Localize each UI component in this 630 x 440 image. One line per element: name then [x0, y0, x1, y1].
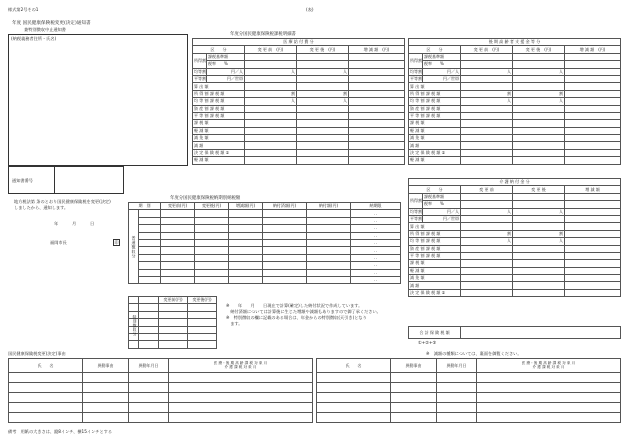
address-label: (納税義務者住所・氏名) [11, 36, 57, 41]
special-row [129, 319, 217, 326]
notice-number-label: 通知書番号 [12, 178, 33, 183]
breakdown-title: 年度分国民健康保険税課税明細書 [230, 32, 296, 37]
document-title: 年度 国民健康保険税変更(決定)通知書 [12, 21, 91, 26]
care-title: 介 護 納 付 金 分 [409, 179, 621, 186]
deadline-cell: . . [351, 269, 401, 276]
schedule-title: 年度分国民健康保険税納期別納税額 [170, 196, 241, 201]
schedule-header-period: 期 別 [129, 203, 161, 210]
footer-note: 備考 用紙の大きさは、縦8インチ、横15インチとする [8, 429, 113, 434]
special-row [129, 304, 217, 311]
seal-box: 印 [114, 240, 119, 245]
medical-table: 医 療 給 付 費 分 区 分 変 更 前 (円) 変 更 後 (円) 増 減 額 (円) 所得割 課税基準額 税率 % 均等割 円／人 人 人 平等割 円／世帯 算 出 額 所 得 割 課 税 額 割 割 均 等 割 課 税 額 人 人 資 産 割 課 税 額 平 等 割 課 税 額 課 税 額 軽 減 額 減 免 額 減 額 決 定 保 険 税 額 ① 軽 減 額 [192, 38, 405, 165]
note-line: ※ 年 月 日現在で計算(確定)した納付状況で作成しています。 [226, 303, 363, 308]
deadline-cell: . . [351, 217, 401, 224]
special-row [129, 333, 217, 340]
deadline-cell: . . [351, 247, 401, 254]
medical-header-after: 変 更 後 (円) [297, 46, 349, 53]
schedule-row [129, 269, 401, 276]
reason-row [317, 373, 621, 383]
elder-table: 後 期 高 齢 者 支 援 金 等 分 区 分 変 更 前 (円) 変 更 後 (円) 増 減 額 (円) 所得割 課税基準額 税率 % 均等割 円／人 人 人 平等割 円／世帯 算 出 額 所 得 割 課 税 額 割 割 均 等 割 課 税 額 人 人 資 産 割 課 税 額 平 等 割 課 税 額 課 税 額 軽 減 額 減 免 額 減 額 決 定 保 険 税 額 ① 軽 減 額 [408, 38, 621, 165]
deadline-cell: . . [351, 239, 401, 246]
schedule-header-paid: 納付済額(円) [263, 203, 307, 210]
date-month: 月 [72, 221, 77, 226]
document-subtitle: 兼特別徴収中止通知書 [24, 27, 66, 32]
reason-row [9, 373, 313, 383]
reason-row [317, 403, 621, 413]
schedule-header-after: 変更後(円) [195, 203, 229, 210]
medical-row-label: 円／世帯 [207, 75, 245, 82]
schedule-header-diff: 増減額(円) [229, 203, 263, 210]
reason-row [317, 413, 621, 423]
medical-row-label: 所 得 割 課 税 額 [193, 90, 245, 97]
deadline-cell: . . [351, 276, 401, 283]
medical-row-label: 資 産 割 課 税 額 [193, 105, 245, 112]
schedule-row [129, 247, 401, 254]
care-header-before: 変 更 前 [461, 186, 513, 193]
schedule-side-label: 普通徴収分 [129, 210, 139, 284]
schedule-header-deadline: 納期限 [351, 203, 401, 210]
reason-row [9, 383, 313, 393]
schedule-row [129, 262, 401, 269]
reason-row [9, 393, 313, 403]
schedule-row [129, 217, 401, 224]
elder-header-category: 区 分 [409, 46, 461, 53]
medical-row-label: 課 税 額 [193, 120, 245, 127]
medical-header-category: 区 分 [193, 46, 245, 53]
deadline-cell: . . [351, 210, 401, 217]
medical-row-label: 決 定 保 険 税 額 ① [193, 149, 245, 156]
schedule-row [129, 225, 401, 232]
medical-group-household: 平等割 [194, 76, 206, 82]
schedule-row [129, 232, 401, 239]
schedule-row [129, 276, 401, 283]
reason-title: 国民健康保険税変更(決定)事由 [8, 351, 66, 356]
medical-row-label: 均 等 割 課 税 額 [193, 98, 245, 105]
medical-row-label: 税率 % [207, 61, 245, 68]
special-row [129, 326, 217, 333]
date-year: 年 [54, 221, 59, 226]
care-header-after: 変 更 後 [513, 186, 565, 193]
total-table [408, 326, 621, 339]
mayor-label: 福岡市長 [50, 240, 67, 245]
reason-row [317, 383, 621, 393]
care-table: 介 護 納 付 金 分 区 分 変 更 前 変 更 後 増 減 額 所得割 課税基準額 税率 % 均等割 円／人 人 人 平等割 円／世帯 算 出 額 所 得 割 課 税 額 割 割 均 等 割 課 税 額 人 人 資 産 割 課 税 額 平 等 割 課 税 額 課 税 額 軽 減 額 減 免 額 減 額 決 定 保 険 税 額 ① [408, 178, 621, 297]
deadline-cell: . . [351, 232, 401, 239]
reason-table-right: 氏 名 異動事由 異動年月日 医 療・後 期 高 齢 課 税 対 象 月 介 護 課 税 対 象 月 [316, 358, 621, 423]
medical-row-label: 軽 減 額 [193, 127, 245, 134]
medical-row-label: 円／人 [207, 68, 245, 75]
medical-row-label: 軽 減 額 [193, 157, 245, 164]
schedule-header-before: 変更前(円) [161, 203, 195, 210]
page-mark: (表) [306, 7, 314, 12]
medical-group-income: 所得割 [193, 53, 207, 68]
notice-text-1: 地方税法第 条のとおり国民健康保険税を変更(決定) [14, 199, 111, 204]
medical-title: 医 療 給 付 費 分 [193, 39, 405, 46]
elder-header-after: 変 更 後 (円) [513, 46, 565, 53]
address-box [8, 34, 188, 166]
medical-row-label: 減 免 額 [193, 135, 245, 142]
medical-row-label: 算 出 額 [193, 83, 245, 90]
schedule-header-due: 納付額(円) [307, 203, 351, 210]
total-label: 合 計 保 険 税 額 [409, 327, 461, 339]
reason-row [9, 403, 313, 413]
schedule-row [129, 239, 401, 246]
care-header-diff: 増 減 額 [565, 186, 621, 193]
notice-number-box [8, 166, 54, 194]
notice-text-2: しましたから、通知します。 [14, 205, 69, 210]
reason-right-title: ※ 減額の種類については、裏面を御覧ください。 [426, 351, 522, 356]
medical-row-label: 課税基準額 [207, 53, 245, 60]
special-row [129, 341, 217, 348]
deadline-cell: . . [351, 225, 401, 232]
medical-group-per-capita: 均等割 [194, 68, 206, 74]
elder-header-before: 変 更 前 (円) [461, 46, 513, 53]
elder-title: 後 期 高 齢 者 支 援 金 等 分 [409, 39, 621, 46]
schedule-table [128, 202, 401, 284]
medical-header-diff: 増 減 額 (円) [349, 46, 405, 53]
reason-row [317, 393, 621, 403]
deadline-cell: . . [351, 262, 401, 269]
elder-header-diff: 増 減 額 (円) [565, 46, 621, 53]
reason-table-left: 氏 名 異動事由 異動年月日 医 療・後 期 高 齢 課 税 対 象 月 介 護 課 税 対 象 月 [8, 358, 313, 423]
reason-row [9, 413, 313, 423]
note-line: ます。 [226, 321, 243, 326]
care-header-category: 区 分 [409, 186, 461, 193]
schedule-row [129, 210, 401, 217]
medical-row-label: 減 額 [193, 142, 245, 149]
date-day: 日 [90, 221, 95, 226]
schedule-row [129, 254, 401, 261]
notice-number-value [54, 166, 124, 194]
special-deduction-table: 変更前(円) 変更後(円) [128, 296, 217, 349]
deadline-cell: . . [351, 254, 401, 261]
note-line: ※ 特別徴収の欄に記載のある場合は、年金からの特別徴収(天引き)となり [226, 315, 367, 320]
special-row [129, 311, 217, 318]
medical-row-label: 平 等 割 課 税 額 [193, 112, 245, 119]
note-line: 納付済額については計算後に生じた増額や減額もありますので御了承ください。 [226, 309, 381, 314]
form-label: 様式第2号その1 [8, 7, 39, 12]
medical-header-before: 変 更 前 (円) [245, 46, 297, 53]
special-side-label: 特別徴収分 [133, 315, 138, 337]
total-formula: ①+②+③ [418, 340, 437, 345]
